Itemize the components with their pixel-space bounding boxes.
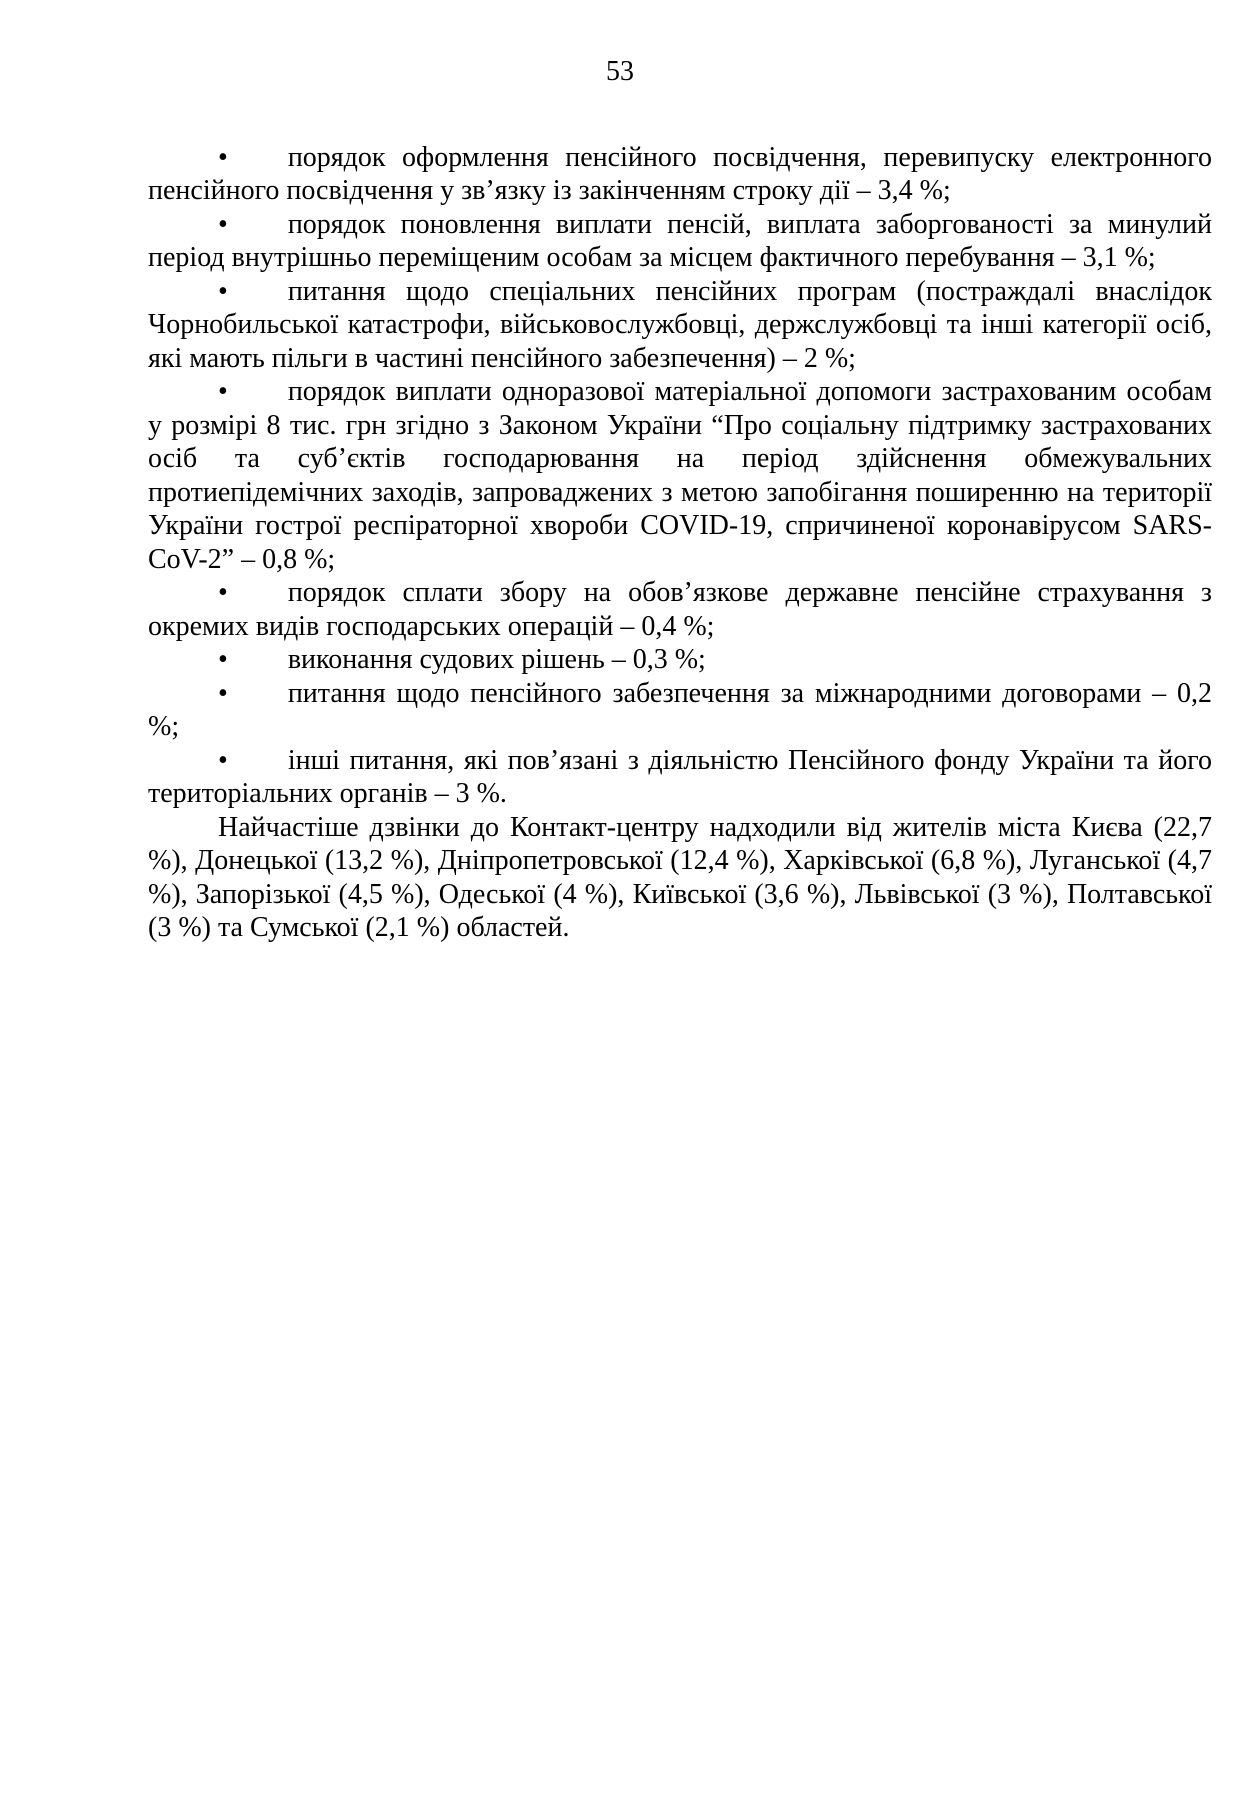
bullet-item xyxy=(148,375,1212,576)
bullet-marker: • xyxy=(218,744,228,776)
bullet-marker: • xyxy=(218,644,228,675)
bullet-marker: • xyxy=(218,376,228,407)
bullet-marker: • xyxy=(218,677,228,709)
page-number: 53 xyxy=(606,56,634,87)
bullet-text: виконання судових рішень – 0,3 %; xyxy=(287,644,706,675)
bullet-text: питання щодо пенсійного забезпечення за міжнародними договорами – 0,2 %; xyxy=(148,677,1212,742)
bullet-item xyxy=(148,643,1212,677)
bullet-text: порядок сплати збору на обов’язкове державне пенсійне страхування з окремих видів господарських операцій – 0,4 %; xyxy=(148,577,1212,642)
bullet-marker: • xyxy=(218,577,228,608)
bullet-item xyxy=(148,275,1212,376)
bullet-marker: • xyxy=(218,208,228,240)
bullet-item xyxy=(148,208,1212,275)
closing-paragraph: Найчастіше дзвінки до Контакт-центру надходили від жителів міста Києва (22,7 %), Донецької (13,2 %), Дніпропетровської (12,4 %), Харківської (6,8 %), Луганської (4,7 %), Запорізької (4,5 %), Одеської (4 %), Київської (3,6 %), Львівської (3 %), Полтавської (3 %) та Сумської (2,1 %) областей. xyxy=(148,811,1212,943)
bullet-item xyxy=(148,744,1212,811)
bullet-item xyxy=(148,141,1212,208)
bullet-marker: • xyxy=(218,141,228,173)
bullet-text: інші питання, які пов’язані з діяльністю Пенсійного фонду України та його територіальних органів – 3 %. xyxy=(148,744,1212,809)
page-content xyxy=(0,141,1240,945)
bullet-text: питання щодо спеціальних пенсійних програм (постраждалі внаслідок Чорнобильської катастрофи, військовослужбовці, держслужбовці та інші категорії осіб, які мають пільги в частині пенсійного забезпечення) – 2 %; xyxy=(148,275,1212,374)
bullet-item xyxy=(148,576,1212,643)
bullet-item xyxy=(148,677,1212,744)
bullet-text: порядок виплати одноразової матеріальної допомоги застрахованим особам у розмірі 8 тис. грн згідно з Законом України “Про соціальну підтримку застрахованих осіб та суб’єктів господарювання на період здійснення обмежувальних протиепідемічних заходів, запроваджених з метою запобігання поширенню на території України гострої респіраторної хвороби COVID-19, спричиненої коронавірусом SARS-CoV-2” – 0,8 %; xyxy=(148,376,1212,575)
bullet-text: порядок поновлення виплати пенсій, виплата заборгованості за минулий період внутрішньо переміщеним особам за місцем фактичного перебування – 3,1 %; xyxy=(148,208,1212,273)
bullet-marker: • xyxy=(218,275,228,307)
bullet-text: порядок оформлення пенсійного посвідчення, перевипуску електронного пенсійного посвідчення у зв’язку із закінченням строку дії – 3,4 %; xyxy=(148,141,1212,206)
